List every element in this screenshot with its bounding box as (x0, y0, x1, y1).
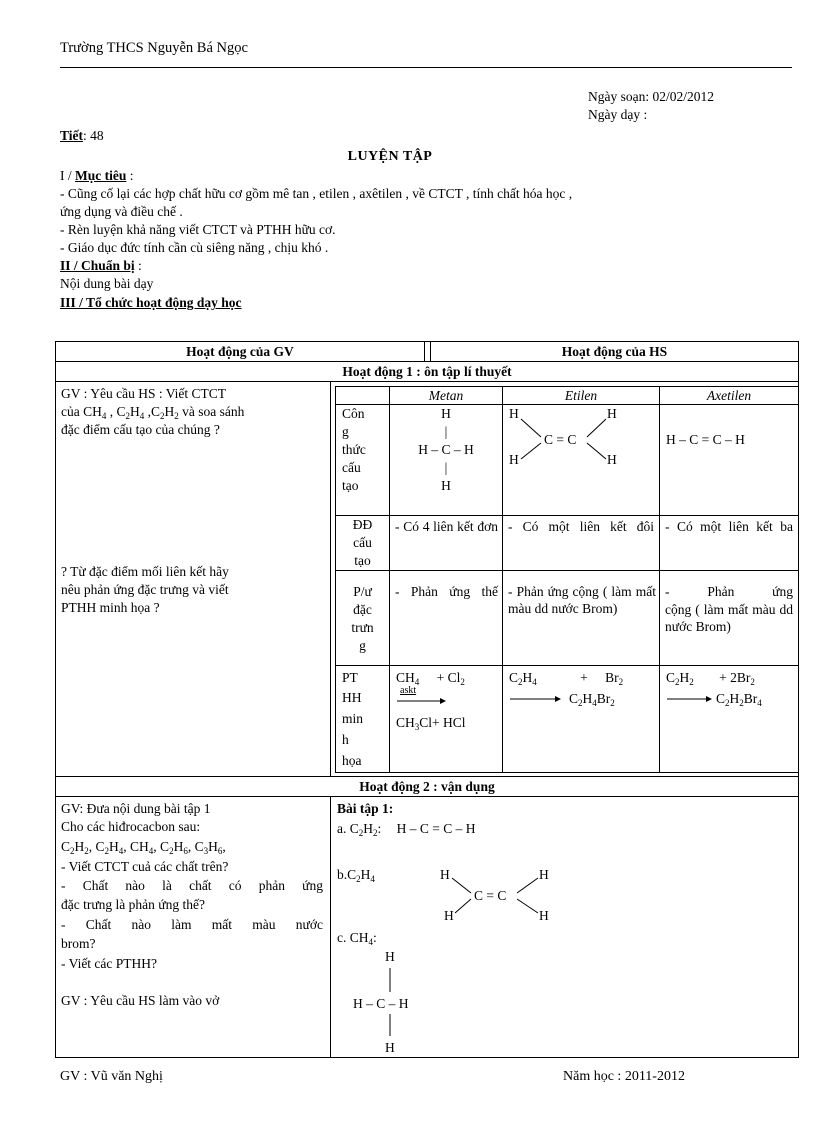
dd-metan: - Có 4 liên kết đơn (395, 519, 498, 534)
metan-h-bottom: H (441, 478, 451, 493)
ex-b-h-br: H (539, 908, 549, 923)
act2-gv-line6: - Chất nào làm mất màu nước (61, 917, 323, 932)
tiet-label: Tiết (60, 128, 83, 143)
act2-gv-compounds: $C_2H_2$, $C_2H_4$, $CH_4$, $C_2H_6$, $C_3H_6$, (61, 839, 226, 856)
pu-axetilen-1: - Phản ứng (665, 584, 793, 599)
label-pthh-3: min (342, 711, 364, 726)
act2-gv-line8: - Viết các PTHH? (61, 956, 158, 971)
pthh-metan-plus: + (436, 670, 445, 685)
dd-axetilen: - Có một liên kết ba (665, 519, 793, 534)
dd-etilen: - Có một liên kết đôi (508, 519, 654, 534)
pthh-etilen-plus: + (580, 670, 588, 685)
label-pu-3: trưn (351, 620, 374, 635)
label-pu-1: P/ư (353, 584, 372, 599)
objective-3: - Giáo dục đức tính cần cù siêng năng , chịu khó . (60, 240, 329, 255)
pu-etilen: - Phản ứng cộng ( làm mất màu dd nước Brom) (508, 584, 656, 616)
section-activities-heading: III / Tổ chức hoạt động dạy học (60, 295, 242, 310)
act2-gv-line5: đặc trưng là phản ứng thế? (61, 897, 205, 912)
label-pthh-5: họa (342, 753, 362, 768)
school-name: Trường THCS Nguyễn Bá Ngọc (60, 40, 248, 56)
label-dd-2: cấu (353, 535, 372, 550)
metan-middle: H – C – H (418, 442, 474, 457)
etilen-h-bl: H (509, 452, 519, 467)
act2-gv-line9: GV : Yêu cầu HS làm vào vở (61, 993, 220, 1008)
act1-gv-question1b: của $CH_4$ , $C_2H_4$ $,C_2H_2$ và soa sánh (61, 404, 245, 421)
pthh-metan-hcl: + HCl (432, 715, 466, 730)
metan-h-top: H (441, 406, 451, 421)
exercise-b: $b.C_2H_4$ (337, 867, 375, 884)
act1-gv-question1b-text: và soa sánh (182, 404, 245, 419)
label-pu-2: đặc (353, 602, 372, 617)
head-metan: Metan (428, 388, 464, 403)
ex-b-h-tr: H (539, 867, 549, 882)
pthh-axetilen-plus: + 2Br (719, 670, 751, 685)
date-prepared: Ngày soạn: 02/02/2012 (588, 89, 714, 104)
act1-gv-question2b: nêu phản ứng đặc trưng và viết (61, 582, 229, 597)
section-objectives-prefix: I / (60, 168, 75, 183)
exercise-c: c. $CH_4$: (337, 930, 377, 947)
label-ctct-4: cấu (342, 460, 361, 475)
ex-c-h-bottom: H (385, 1040, 395, 1055)
pthh-etilen-product: $C_2H_4Br_2$ (569, 691, 615, 708)
act1-gv-question2a: ? Từ đặc điểm mối liên kết hãy (61, 564, 229, 579)
exercise-a-label: a. (337, 821, 347, 836)
section-objectives-suffix: : (126, 168, 134, 183)
ex-b-h-tl: H (440, 867, 450, 882)
preparation-content: Nội dung bài dạy (60, 276, 154, 291)
pthh-etilen-reactants: $C_2H_4 + Br_2$ (509, 670, 624, 687)
pthh-etilen-br: Br (605, 670, 619, 685)
act2-gv-line4: - Chất nào là chất có phản ứng (61, 878, 323, 893)
act1-gv-question1c: đặc điểm cấu tạo của chúng ? (61, 422, 220, 437)
objective-2: - Rèn luyện khả năng viết CTCT và PTHH hữu cơ. (60, 222, 336, 237)
metan-bond-bottom: | (444, 460, 448, 475)
metan-bond-top: | (444, 424, 448, 439)
col-header-hs: Hoạt động của HS (561, 344, 668, 359)
etilen-h-br: H (607, 452, 617, 467)
pthh-metan-products: $CH_3Cl+$ HCl (396, 715, 466, 732)
activity-1-title: Hoạt động 1 : ôn tập lí thuyết (342, 364, 512, 379)
date-taught: Ngày dạy : (588, 107, 648, 122)
footer-year: Năm học : 2011-2012 (563, 1069, 685, 1084)
table-border-bottom (55, 1057, 799, 1058)
label-ctct-5: tạo (342, 478, 359, 493)
pu-axetilen-2: cộng ( làm mất màu dd nước Brom) (665, 602, 793, 634)
section-objectives-label: Mục tiêu (75, 168, 127, 183)
pthh-metan-condition: askt (400, 685, 417, 696)
exercise-c-label: c. (337, 930, 347, 945)
label-dd-3: tạo (354, 553, 371, 568)
exercise-a: a. $C_2H_2$: H – C = C – H (337, 821, 476, 838)
act2-gv-line3: - Viết CTCT cuả các chất trên? (61, 859, 229, 874)
label-ctct-2: g (342, 424, 349, 439)
ex-b-h-bl: H (444, 908, 454, 923)
tiet-value: : 48 (83, 128, 104, 143)
etilen-cc: C = C (544, 432, 577, 447)
exercise-b-label: b. (337, 867, 348, 882)
act2-gv-line7: brom? (61, 936, 96, 951)
head-axetilen: Axetilen (706, 388, 752, 403)
act1-gv-question1a: GV : Yêu cầu HS : Viết CTCT (61, 386, 227, 401)
label-ctct-3: thức (342, 442, 366, 457)
pu-metan: - Phản ứng thế (395, 584, 498, 599)
section-preparation-label: II / Chuẩn bị (60, 258, 135, 273)
exercise-a-struct: H – C = C – H (396, 821, 476, 836)
pthh-axetilen-reactants: $C_2H_2 + 2Br_2$ (666, 670, 755, 687)
lesson-title: LUYỆN TẬP (347, 149, 433, 164)
etilen-h-tr: H (607, 406, 617, 421)
etilen-h-tl: H (509, 406, 519, 421)
act1-gv-question2c: PTHH minh họa ? (61, 600, 160, 615)
label-pthh-1: PT (342, 670, 358, 685)
act2-gv-line2: Cho các hiđrocacbon sau: (61, 819, 201, 834)
pthh-axetilen-product: $C_2H_2Br_4$ (716, 691, 762, 708)
objective-1a: - Cũng cố lại các hợp chất hữu cơ gồm mê tan , etilen , axêtilen , về CTCT , tính chất hóa học , (60, 186, 573, 201)
label-dd-1: ĐĐ (352, 517, 373, 532)
ex-c-middle: H – C – H (353, 996, 409, 1011)
head-etilen: Etilen (564, 388, 598, 403)
pthh-metan-reactants: $CH_4 + Cl_2$ (396, 670, 465, 687)
footer-teacher: GV : Vũ văn Nghị (60, 1069, 163, 1084)
act2-gv-line1: GV: Đưa nội dung bài tập 1 (61, 801, 211, 816)
label-pthh-2: HH (342, 690, 362, 705)
exercise-title: Bài tập 1: (337, 801, 394, 816)
label-ctct-1: Côn (342, 406, 365, 421)
ex-b-cc: C = C (474, 888, 507, 903)
axetilen-struct: H – C = C – H (666, 432, 745, 447)
label-pthh-4: h (342, 732, 349, 747)
col-header-gv: Hoạt động của GV (186, 344, 294, 359)
ex-c-h-top: H (385, 949, 395, 964)
section-preparation-suffix: : (134, 258, 142, 273)
label-pu-4: g (359, 638, 366, 653)
objective-1b: ứng dụng và điều chế . (60, 204, 183, 219)
activity-2-title: Hoạt động 2 : vận dụng (359, 779, 495, 794)
